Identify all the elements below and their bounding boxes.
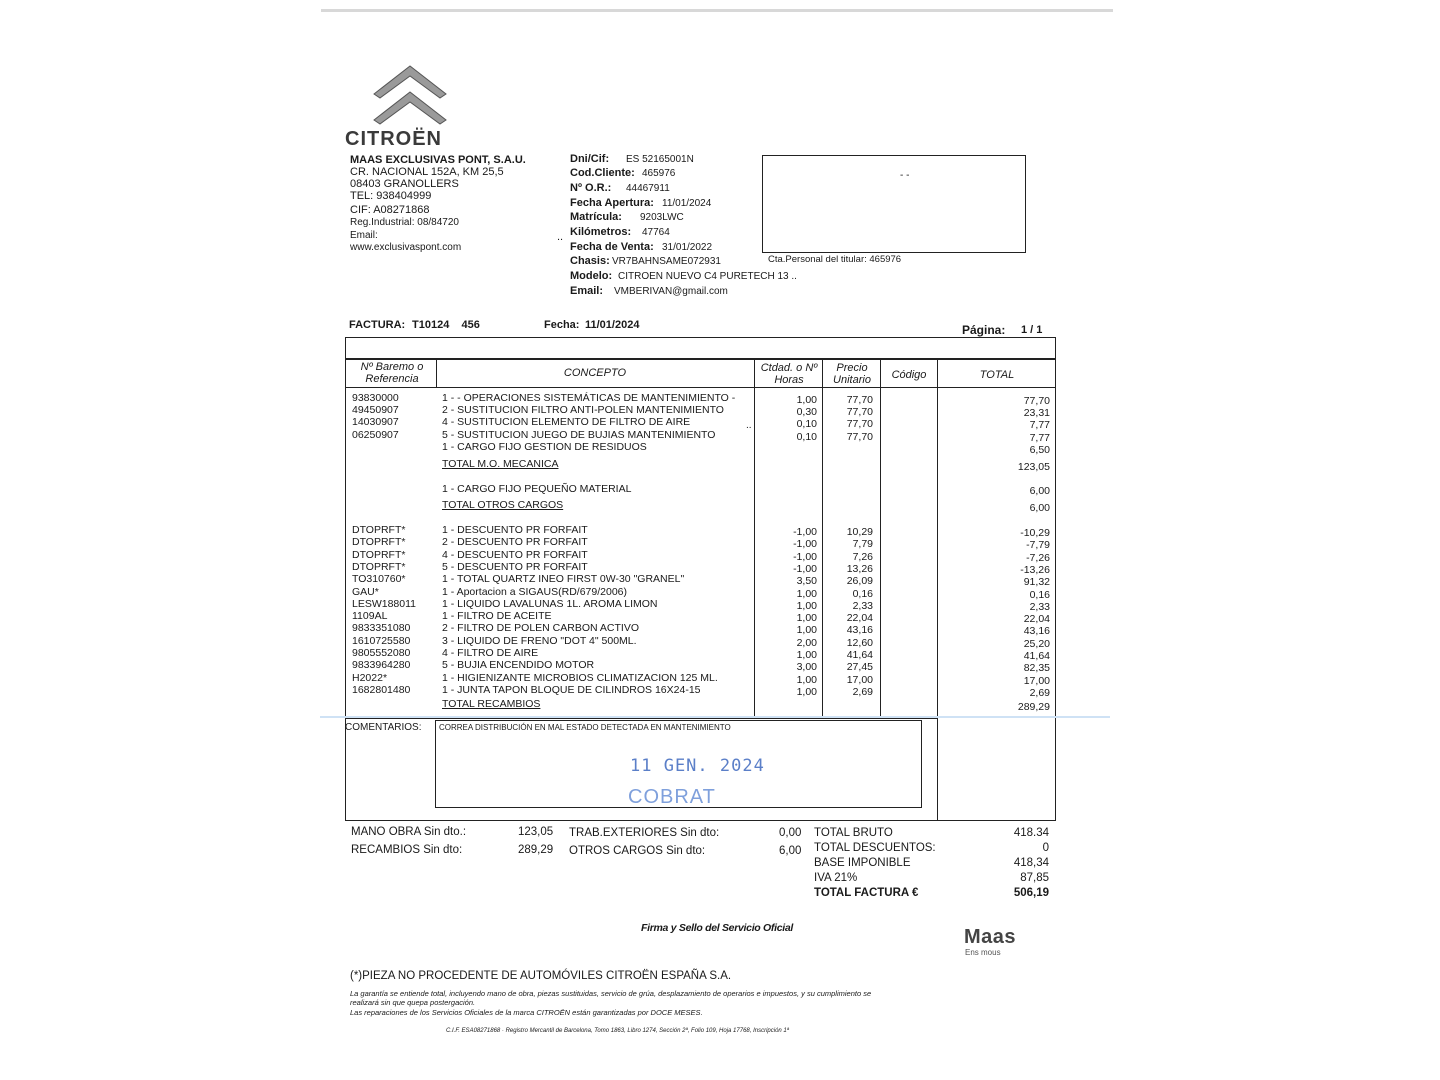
summary-value: 418.34 (1013, 827, 1049, 839)
summary-value: 289,29 (518, 844, 554, 856)
row-concepto: 1 - DESCUENTO PR FORFAIT (442, 524, 588, 536)
table-row (346, 659, 1056, 675)
row-qty: 3,50 (796, 575, 817, 588)
row-total: 77,70 (1023, 395, 1050, 407)
row-precio: 22,04 (846, 612, 873, 625)
row-total: -13,26 (1020, 563, 1050, 576)
row-precio: 26,09 (846, 575, 873, 588)
table-row (346, 416, 1056, 432)
row-concepto: 2 - FILTRO DE POLEN CARBON ACTIVO (442, 622, 640, 635)
row-ref: 1682801480 (352, 683, 411, 696)
row-precio: 2,69 (852, 685, 873, 698)
row-ref: LESW188011 (352, 597, 417, 610)
pagina-value: 1 / 1 (1021, 324, 1043, 336)
table-row (346, 560, 1056, 576)
otros-total: 6,00 (1029, 485, 1050, 497)
subtotal-mo-row (346, 458, 1056, 473)
citroen-wordmark: CITROËN (345, 128, 442, 150)
row-precio: 77,70 (846, 394, 873, 406)
table-row (346, 440, 1056, 456)
row-ref: 9833351080 (352, 622, 411, 635)
subtotal-recambios-label: TOTAL RECAMBIOS (442, 698, 541, 710)
vehicle-field-label: Fecha de Venta: (570, 241, 654, 253)
row-qty: -1,00 (793, 562, 817, 575)
vehicle-field-label: Dni/Cif: (570, 153, 610, 165)
row-qty: 1,00 (796, 599, 817, 612)
row-ref: H2022* (352, 671, 388, 684)
factura-label: FACTURA: (349, 319, 406, 331)
table-row (346, 634, 1056, 650)
summary-value: 0 (1042, 842, 1049, 854)
row-ref: 9833964280 (352, 659, 411, 672)
scan-top-edge (321, 9, 1113, 12)
table-row (346, 536, 1056, 552)
row-concepto: 1 - Aportacion a SIGAUS(RD/679/2006) (442, 585, 628, 598)
maas-logo: Maas (964, 926, 1017, 948)
table-row (346, 683, 1056, 699)
row-ref: 9805552080 (352, 647, 411, 659)
paid-stamp: COBRAT (628, 786, 716, 808)
summary-label: IVA 21% (814, 872, 858, 884)
row-concepto: 4 - DESCUENTO PR FORFAIT (442, 548, 588, 561)
dealer-name: MAAS EXCLUSIVAS PONT, S.A.U. (350, 154, 526, 166)
row-precio: 41,64 (846, 649, 873, 661)
row-qty: 1,00 (796, 673, 817, 686)
vehicle-field-value: 31/01/2022 (662, 242, 713, 253)
vehicle-field-label: Cod.Cliente: (570, 167, 635, 179)
header-total: TOTAL (979, 369, 1015, 381)
row-concepto: 1 - - OPERACIONES SISTEMÁTICAS DE MANTENIMIENTO - (442, 392, 736, 404)
row-precio: 77,70 (846, 406, 873, 419)
vehicle-field-value: 11/01/2024 (662, 198, 712, 209)
row-concepto: 2 - DESCUENTO PR FORFAIT (442, 536, 588, 549)
row-concepto: 4 - FILTRO DE AIRE (442, 647, 539, 659)
row-precio: 7,79 (852, 538, 873, 551)
row-total: 7,77 (1029, 419, 1050, 432)
vehicle-field-value: CITROEN NUEVO C4 PURETECH 13 .. (618, 271, 797, 282)
row-qty: 0,10 (796, 430, 817, 443)
row-qty: -1,00 (793, 538, 817, 551)
row-qty: 3,00 (796, 661, 817, 674)
row-concepto: 4 - SUSTITUCION ELEMENTO DE FILTRO DE AIRE (442, 416, 691, 429)
subtotal-mo-label: TOTAL M.O. MECANICA (442, 458, 559, 470)
col-divider-ref (436, 358, 437, 388)
row-ref: DTOPRFT* (352, 548, 406, 561)
subtotal-recambios-total: 289,29 (1017, 701, 1050, 713)
vehicle-field-value: 9203LWC (640, 212, 684, 223)
row-ref: 06250907 (352, 428, 399, 441)
legal-line-3: Las reparaciones de los Servicios Oficiales de la marca CITROËN están garantizadas por DOCE MESES. (350, 1008, 703, 1017)
summary-label: OTROS CARGOS Sin dto: (569, 845, 706, 857)
row-qty: 1,00 (796, 394, 817, 406)
summary-label: RECAMBIOS Sin dto: (351, 844, 463, 856)
vehicle-field-value: VMBERIVAN@gmail.com (614, 286, 728, 297)
table-row (346, 524, 1056, 539)
row-concepto: 3 - LIQUIDO DE FRENO "DOT 4" 500ML. (442, 634, 637, 647)
row-ref: DTOPRFT* (352, 560, 406, 573)
vehicle-field-label: Email: (570, 285, 604, 297)
row-total: 6,50 (1029, 443, 1050, 456)
row-qty: 2,00 (796, 636, 817, 649)
dealer-web: www.exclusivaspont.com (350, 242, 462, 253)
row-qty: 1,00 (796, 612, 817, 625)
row-ref: 1109AL (352, 610, 388, 623)
vehicle-field-label: Fecha Apertura: (570, 197, 654, 209)
table-row (346, 585, 1056, 601)
row-qty: -1,00 (793, 526, 817, 538)
vehicle-field-value: 47764 (642, 227, 670, 238)
row-precio: 2,33 (852, 599, 873, 612)
row-total: 7,77 (1029, 431, 1050, 444)
row-concepto: 5 - DESCUENTO PR FORFAIT (442, 560, 588, 573)
dealer-reg: Reg.Industrial: 08/84720 (350, 217, 459, 228)
row-total: 25,20 (1023, 637, 1050, 650)
summary-value: 87,85 (1020, 872, 1049, 884)
row-concepto: 1 - CARGO FIJO GESTION DE RESIDUOS (442, 440, 647, 453)
row-ref: 1610725580 (352, 634, 411, 647)
row-total: 2,33 (1029, 600, 1050, 613)
row-precio: 17,00 (846, 673, 873, 686)
row-concepto: 5 - SUSTITUCION JUEGO DE BUJIAS MANTENIMIENTO (442, 428, 716, 441)
row-qty: 1,00 (796, 624, 817, 637)
row-total: 22,04 (1023, 613, 1050, 626)
table-row (346, 622, 1056, 638)
row-precio: 43,16 (846, 624, 873, 637)
summary-label: BASE IMPONIBLE (814, 857, 911, 869)
footer-note: (*)PIEZA NO PROCEDENTE DE AUTOMÓVILES CITROËN ESPAÑA S.A. (350, 970, 732, 982)
summary-label: MANO OBRA Sin dto.: (351, 826, 467, 838)
row-concepto: 5 - BUJIA ENCENDIDO MOTOR (442, 659, 595, 672)
header-cantidad: Ctdad. o Nº Horas (760, 362, 818, 386)
dealer-tel: TEL: 938404999 (350, 190, 432, 202)
table-header-top-rule (345, 358, 1056, 360)
row-ref: GAU* (352, 585, 379, 598)
comments-label: COMENTARIOS: (345, 722, 422, 733)
ellipsis-mark: .. (557, 231, 564, 243)
row-qty: 0,30 (796, 406, 817, 419)
dealer-city: 08403 GRANOLLERS (350, 178, 459, 190)
subtotal-otros-total: 6,00 (1029, 502, 1050, 514)
row-ref: 93830000 (352, 392, 399, 404)
registry-line: C.I.F. ESA08271868 · Registro Mercantil de Barcelona, Tomo 1863, Libro 1274, Sección 2ª, Folio 109, Hoja 17768, Inscripción 1ª (446, 1028, 789, 1034)
comments-rule (345, 718, 937, 719)
row-ref: DTOPRFT* (352, 524, 406, 536)
row-precio: 27,45 (846, 661, 873, 674)
row-total: 17,00 (1023, 674, 1050, 687)
table-row (346, 428, 1056, 444)
row-precio: 77,70 (846, 418, 873, 431)
row-concepto: 1 - TOTAL QUARTZ INEO FIRST 0W-30 "GRANEL" (442, 573, 685, 586)
client-address-box (762, 155, 1026, 253)
comments-text: CORREA DISTRIBUCIÓN EN MAL ESTADO DETECTADA EN MANTENIMIENTO (439, 723, 731, 732)
row-total: -10,29 (1020, 527, 1050, 539)
vehicle-field-label: Chasis: (570, 255, 610, 267)
table-row (346, 671, 1056, 687)
summary-value: 0,00 (779, 827, 802, 839)
otros-concepto: 1 - CARGO FIJO PEQUEÑO MATERIAL (442, 483, 632, 495)
vehicle-field-value: 44467911 (626, 183, 670, 194)
summary-value: 6,00 (779, 845, 802, 857)
summary-label: TOTAL DESCUENTOS: (814, 842, 936, 854)
summary-label: TRAB.EXTERIORES Sin dto: (569, 827, 720, 839)
vehicle-field-label: Kilómetros: (570, 226, 632, 238)
row-qty: -1,00 (793, 550, 817, 563)
dealer-address: CR. NACIONAL 152A, KM 25,5 (350, 166, 504, 178)
row-qty: 1,00 (796, 649, 817, 661)
row-ref: TO310760* (352, 573, 406, 586)
row-total: 23,31 (1023, 407, 1050, 420)
table-row (346, 548, 1056, 564)
fecha-label: Fecha: (544, 319, 580, 331)
row-precio: 77,70 (846, 430, 873, 443)
row-total: 41,64 (1023, 650, 1050, 662)
row-qty: 0,10 (796, 418, 817, 431)
header-referencia: Nº Baremo o Referencia (360, 361, 424, 385)
ellipsis-mark-table: .. (746, 420, 752, 431)
header-concepto: CONCEPTO (563, 367, 627, 379)
row-precio: 7,26 (852, 550, 873, 563)
row-total: 91,32 (1023, 576, 1050, 589)
factura-number: T10124 456 (412, 319, 480, 331)
row-precio: 0,16 (852, 587, 873, 600)
subtotal-recambios-row (346, 698, 1056, 713)
dealer-email: Email: (350, 230, 378, 241)
vehicle-field-label: Nº O.R.: (570, 182, 612, 194)
row-concepto: 1 - FILTRO DE ACEITE (442, 610, 552, 623)
summary-label: TOTAL BRUTO (814, 827, 893, 839)
summary-value: 418,34 (1013, 857, 1049, 869)
row-total: 43,16 (1023, 625, 1050, 638)
row-precio: 10,29 (846, 526, 873, 538)
summary-value: 123,05 (518, 826, 554, 838)
table-row (346, 573, 1056, 589)
vehicle-field-value: ES 52165001N (626, 154, 694, 165)
header-precio: Precio Unitario (833, 362, 871, 386)
table-row (346, 404, 1056, 420)
row-total: 0,16 (1029, 588, 1050, 601)
table-row (346, 647, 1056, 662)
row-ref: DTOPRFT* (352, 536, 406, 549)
maas-tagline: Ens mous (965, 948, 1001, 957)
signature-label: Firma y Sello del Servicio Oficial (641, 922, 794, 934)
row-ref: 14030907 (352, 416, 399, 429)
row-total: -7,79 (1026, 539, 1050, 552)
row-precio: 13,26 (846, 562, 873, 575)
row-qty: 1,00 (796, 587, 817, 600)
legal-line-1: La garantía se entiende total, incluyendo mano de obra, piezas sustituidas, servicio de grúa, desplazamiento de operarios e impuestos, y su cumplimiento se (350, 989, 872, 998)
row-precio: 12,60 (846, 636, 873, 649)
table-row (346, 610, 1056, 626)
row-total: -7,26 (1026, 551, 1050, 564)
client-account: Cta.Personal del titular: 465976 (768, 254, 902, 265)
vehicle-field-label: Matrícula: (570, 211, 622, 223)
vehicle-field-value: 465976 (642, 168, 676, 179)
citroen-chevrons-icon (370, 60, 450, 128)
row-ref: 49450907 (352, 404, 399, 417)
summary-value: 506,19 (1013, 887, 1049, 899)
subtotal-otros-label: TOTAL OTROS CARGOS (442, 499, 564, 511)
subtotal-mo-total: 123,05 (1017, 461, 1050, 473)
pagina-label: Página: (962, 323, 1006, 337)
header-codigo: Código (891, 369, 927, 381)
row-concepto: 1 - LIQUIDO LAVALUNAS 1L. AROMA LIMON (442, 597, 658, 610)
client-box-marks: - - (900, 170, 910, 181)
paid-stamp-date: 11 GEN. 2024 (630, 756, 765, 776)
row-concepto: 1 - HIGIENIZANTE MICROBIOS CLIMATIZACION 125 ML. (442, 671, 718, 684)
table-row (346, 597, 1056, 613)
subtotal-otros-row (346, 499, 1056, 514)
table-row (346, 392, 1056, 407)
legal-line-2: realizará sin que quepa postergación. (350, 998, 476, 1007)
vehicle-field-label: Modelo: (570, 270, 613, 282)
vehicle-field-value: VR7BAHNSAME072931 (612, 256, 721, 267)
row-concepto: 2 - SUSTITUCION FILTRO ANTI-POLEN MANTENIMIENTO (442, 404, 724, 417)
summary-label: TOTAL FACTURA € (814, 887, 919, 899)
row-qty: 1,00 (796, 685, 817, 698)
otros-row (346, 483, 1056, 495)
table-header-bottom-rule (345, 387, 1056, 388)
row-total: 82,35 (1023, 662, 1050, 675)
row-concepto: 1 - JUNTA TAPON BLOQUE DE CILINDROS 16X24-15 (442, 683, 701, 696)
dealer-cif: CIF: A08271868 (350, 204, 430, 216)
fecha-value: 11/01/2024 (585, 319, 640, 331)
row-total: 2,69 (1029, 686, 1050, 699)
